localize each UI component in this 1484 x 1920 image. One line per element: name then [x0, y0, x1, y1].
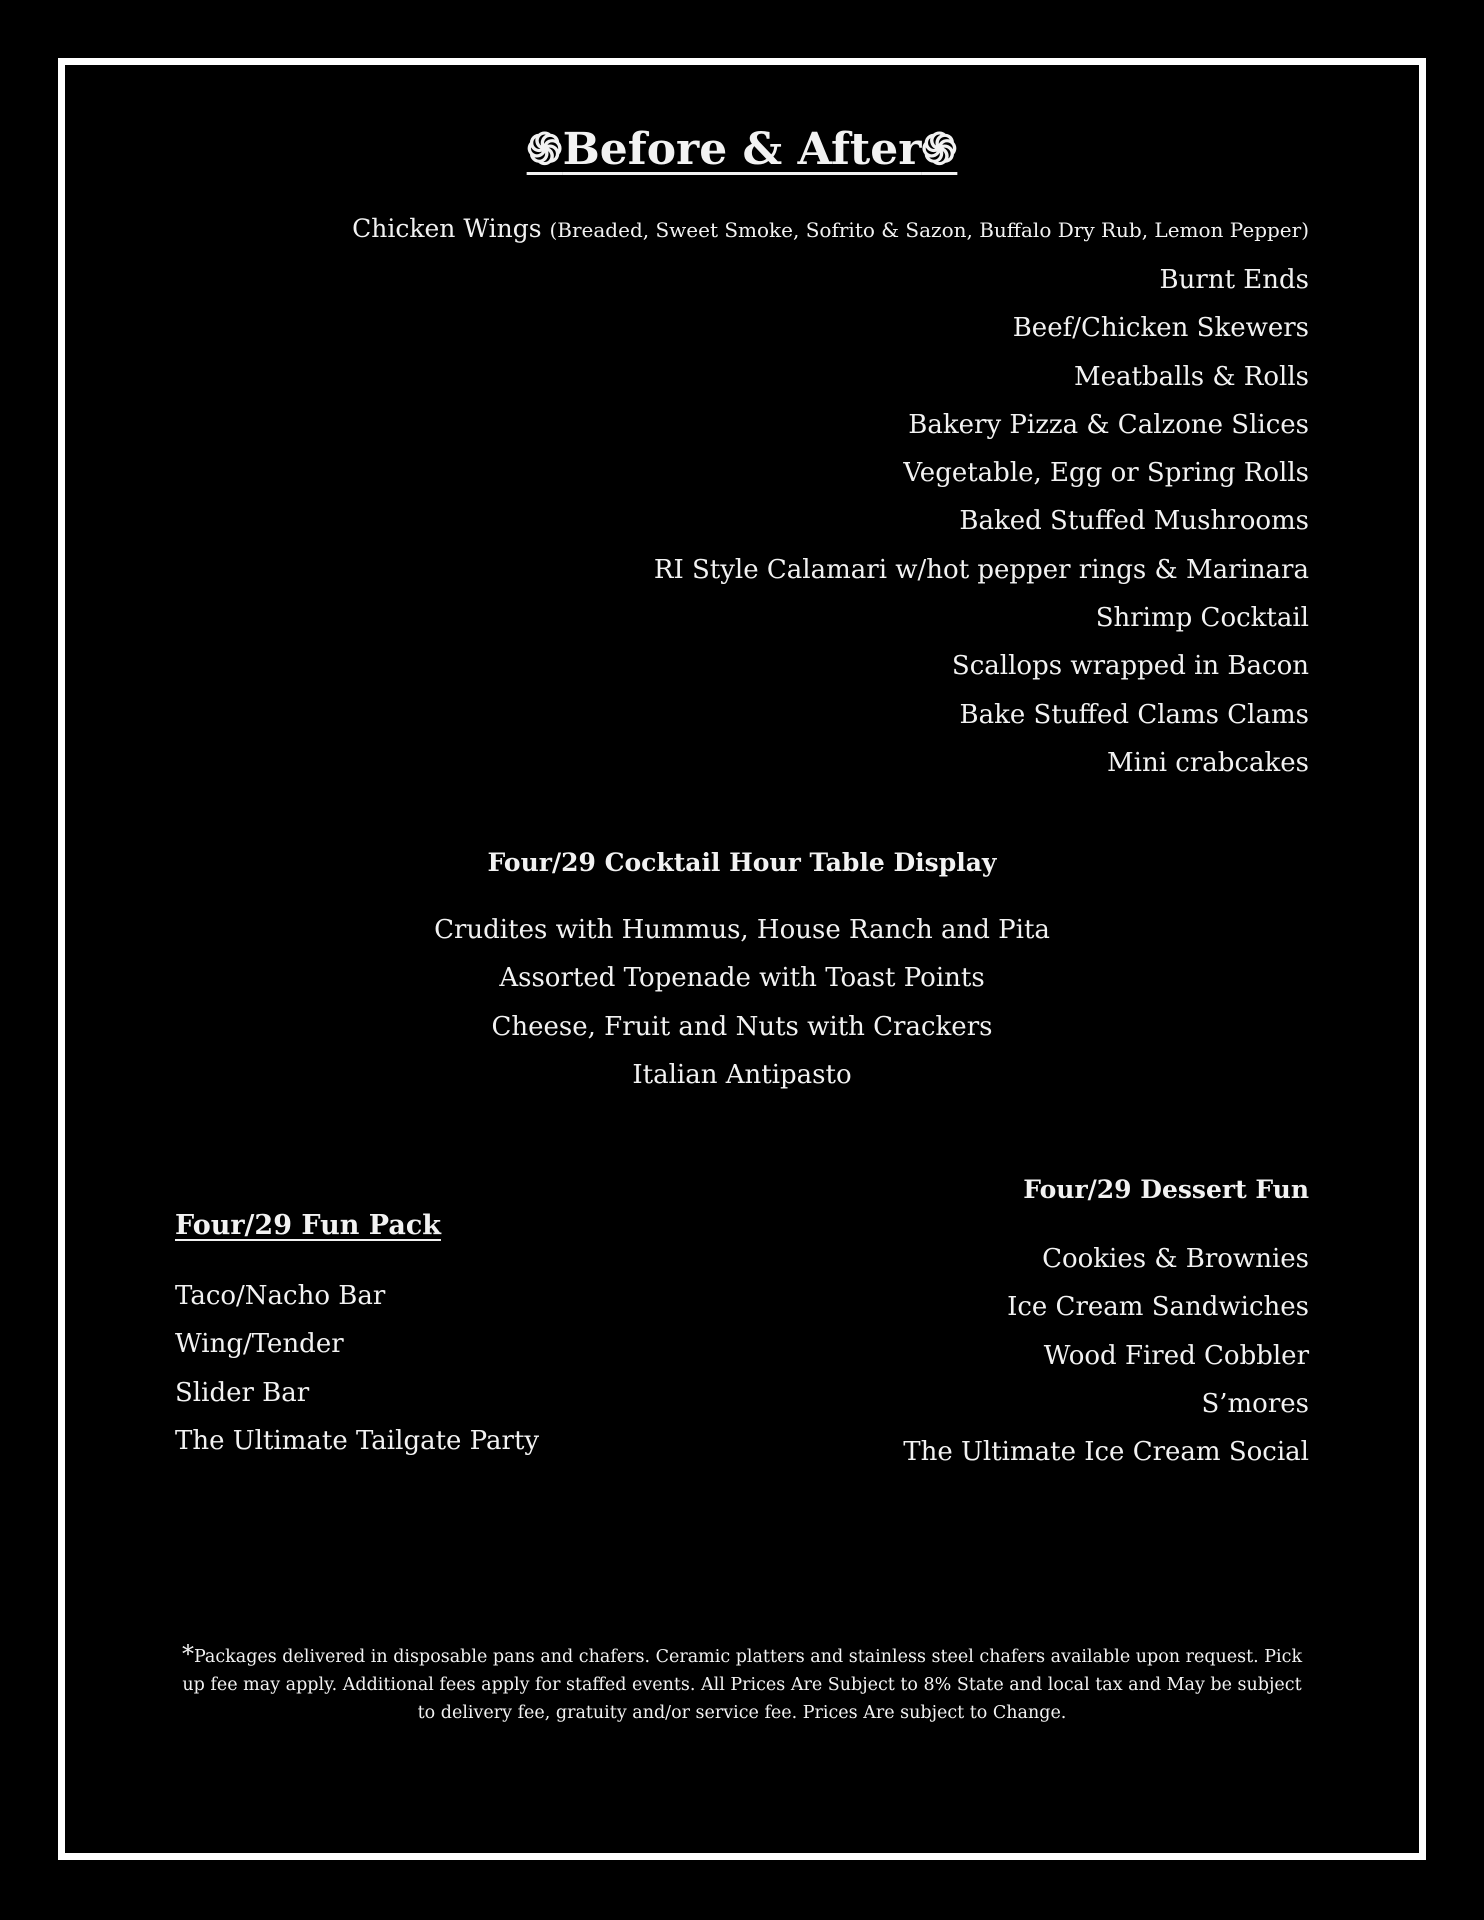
fun-pack-item: Wing/Tender [175, 1329, 344, 1360]
menu-item-chicken-wings [352, 208, 1309, 251]
fun-pack-item: Taco/Nacho Bar [175, 1281, 386, 1311]
cocktail-display-heading: Four/29 Cocktail Hour Table Display [487, 848, 997, 877]
appetizer-item: Meatballs & Rolls [1074, 361, 1309, 392]
fun-pack-item: The Ultimate Tailgate Party [175, 1425, 540, 1456]
dessert-fun-list [903, 1235, 1309, 1476]
cocktail-display-item: Cheese, Fruit and Nuts with Crackers [491, 1011, 993, 1042]
footer-asterisk: * [181, 1640, 194, 1668]
appetizer-item: Bake Stuffed Clams Clams [959, 699, 1309, 730]
dessert-fun-heading: Four/29 Dessert Fun [1023, 1175, 1309, 1204]
appetizer-item: RI Style Calamari w/hot pepper rings & Marinara [653, 554, 1309, 585]
fun-pack-heading: Four/29 Fun Pack [175, 1210, 441, 1241]
cocktail-display-item: Italian Antipasto [632, 1059, 852, 1090]
appetizer-list [409, 256, 1309, 787]
page-title [0, 118, 1484, 182]
cocktail-display-item: Crudites with Hummus, House Ranch and Pita [434, 915, 1050, 945]
fun-pack-item: Slider Bar [175, 1377, 310, 1408]
appetizer-item: Scallops wrapped in Bacon [951, 651, 1309, 682]
appetizer-item: Shrimp Cocktail [1095, 603, 1309, 634]
appetizer-item: Vegetable, Egg or Spring Rolls [903, 458, 1309, 489]
footer-disclaimer [175, 1640, 1309, 1727]
page-title-text-wrapper [527, 124, 958, 175]
right-ornament-icon: ֍ [921, 124, 958, 175]
dessert-item: S’mores [1201, 1388, 1309, 1419]
fun-pack-list [175, 1272, 539, 1465]
chicken-wings-name: Chicken Wings [352, 214, 542, 243]
footer-disclaimer-text: Packages delivered in disposable pans and chafers. Ceramic platters and stainless steel chafers available upon request. Pick up fee may apply. Additional fees apply for staffed events. All Prices Are Subject to 8% State and local tax and May be subject to delivery fee, gratuity and/or service fee. Prices Are subject to Change. [182, 1647, 1303, 1723]
dessert-item: Cookies & Brownies [1042, 1244, 1309, 1274]
dessert-item: Wood Fired Cobbler [1043, 1340, 1309, 1371]
appetizer-item: Beef/Chicken Skewers [1012, 313, 1309, 344]
left-ornament-icon: ֍ [526, 124, 563, 175]
cocktail-display-list [0, 906, 1484, 1099]
title-text: Before & After [562, 124, 922, 175]
appetizer-item: Baked Stuffed Mushrooms [959, 506, 1309, 537]
dessert-item: The Ultimate Ice Cream Social [903, 1437, 1309, 1468]
appetizer-item: Bakery Pizza & Calzone Slices [908, 409, 1309, 440]
chicken-wings-flavors-note: (Breaded, Sweet Smoke, Sofrito & Sazon, Buffalo Dry Rub, Lemon Pepper) [549, 218, 1309, 242]
appetizer-item: Burnt Ends [1159, 265, 1309, 295]
dessert-item: Ice Cream Sandwiches [1007, 1292, 1309, 1323]
cocktail-display-item: Assorted Topenade with Toast Points [499, 963, 985, 994]
appetizer-item: Mini crabcakes [1107, 747, 1309, 778]
